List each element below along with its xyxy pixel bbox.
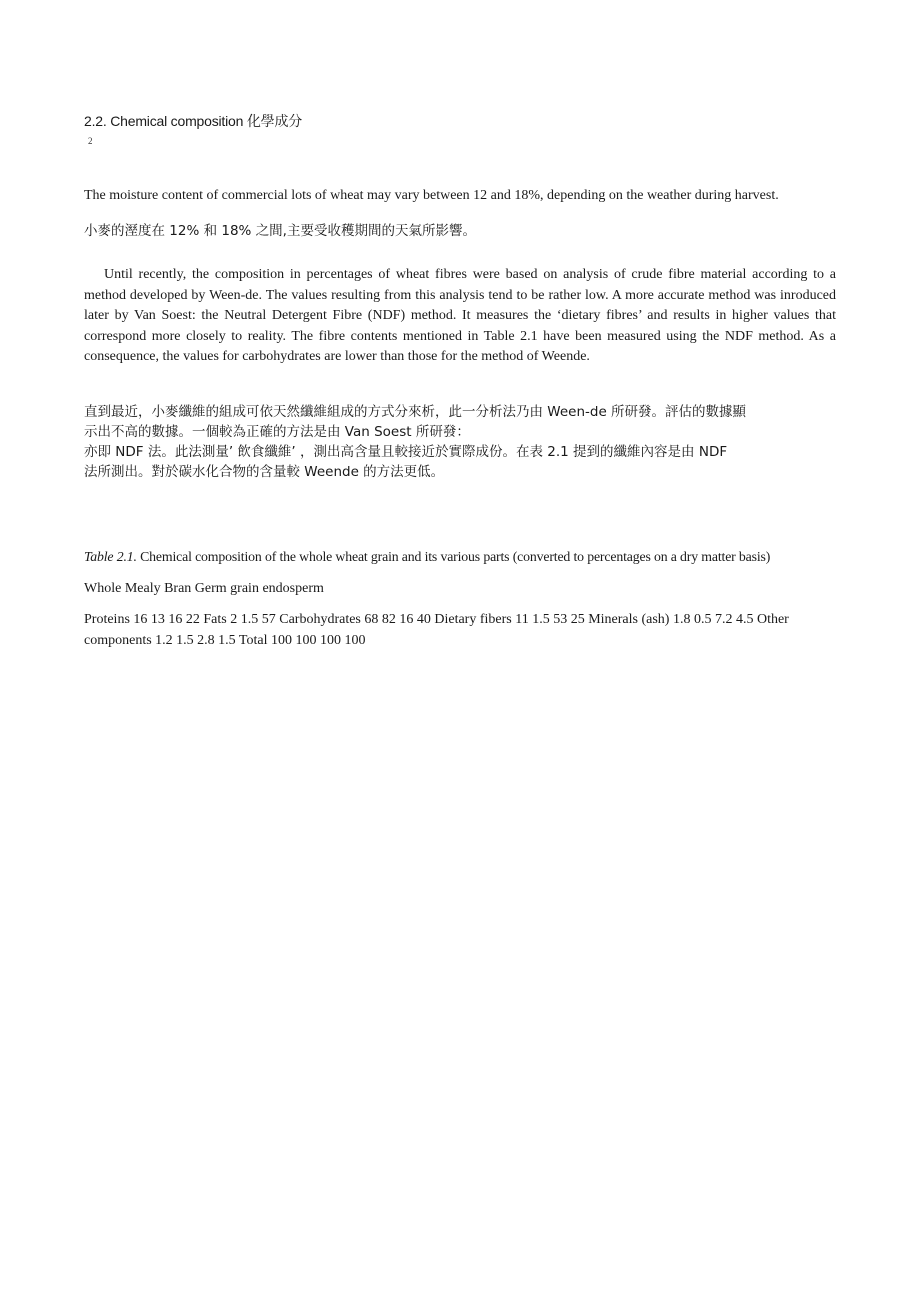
page-number: 2 — [88, 136, 93, 146]
moisture-paragraph-zh: 小麥的溼度在 12% 和 18% 之間,主要受收穫期間的天氣所影響。 — [84, 223, 476, 239]
fibre-paragraph-en: Until recently, the composition in percentages of wheat fibres were based on analysis of crude fibre material according to a method developed by Ween-de. The values resulting from this analysis tend to be rather low. A more accurate method was inroduced later by Van Soest: the Neutral Detergent Fibre (NDF) method. It measures the ‘dietary fibres’ and results in higher values that correspond more closely to reality. The fibre contents mentioned in Table 2.1 have been measured using the NDF method. As a consequence, the values for carbohydrates are lower than those for the method of Weende. — [84, 267, 836, 364]
fibre-zh-line: 直到最近，小麥纖維的組成可依天然纖維組成的方式分來析，此一分析法乃由 Ween-de 所研發。評估的數據顯 — [84, 404, 747, 420]
fibre-zh-line: 示出不高的數據。一個較為正確的方法是由 Van Soest 所研發： — [84, 424, 470, 440]
table-columns-line: Whole Mealy Bran Germ grain endosperm — [84, 581, 324, 596]
moisture-paragraph-en: The moisture content of commercial lots of wheat may vary between 12 and 18%, depending on the weather during harvest. — [84, 188, 779, 203]
section-heading: 2.2. Chemical composition 化學成分 — [84, 113, 303, 129]
fibre-zh-line: 亦即 NDF 法。此法測量’ 飲食纖維’ ，測出高含量且較接近於實際成份。在表 2.1 提到的纖維內容是由 NDF — [84, 444, 728, 460]
table-rows-line: Proteins 16 13 16 22 Fats 2 1.5 57 Carbohydrates 68 82 16 40 Dietary fibers 11 1.5 53 25 Minerals (ash) 1.8 0.5 7.2 4.5 Other components 1.2 1.5 2.8 1.5 Total 100 100 100 100 — [84, 612, 789, 648]
table-caption — [84, 547, 836, 568]
fibre-paragraph-zh — [84, 402, 836, 482]
table-caption-text: Chemical composition of the whole wheat grain and its various parts (converted to percentages on a dry matter basis) — [136, 549, 771, 564]
fibre-zh-line: 法所測出。對於碳水化合物的含量較 Weende 的方法更低。 — [84, 464, 445, 480]
table-caption-label: Table 2.1. — [84, 549, 137, 564]
